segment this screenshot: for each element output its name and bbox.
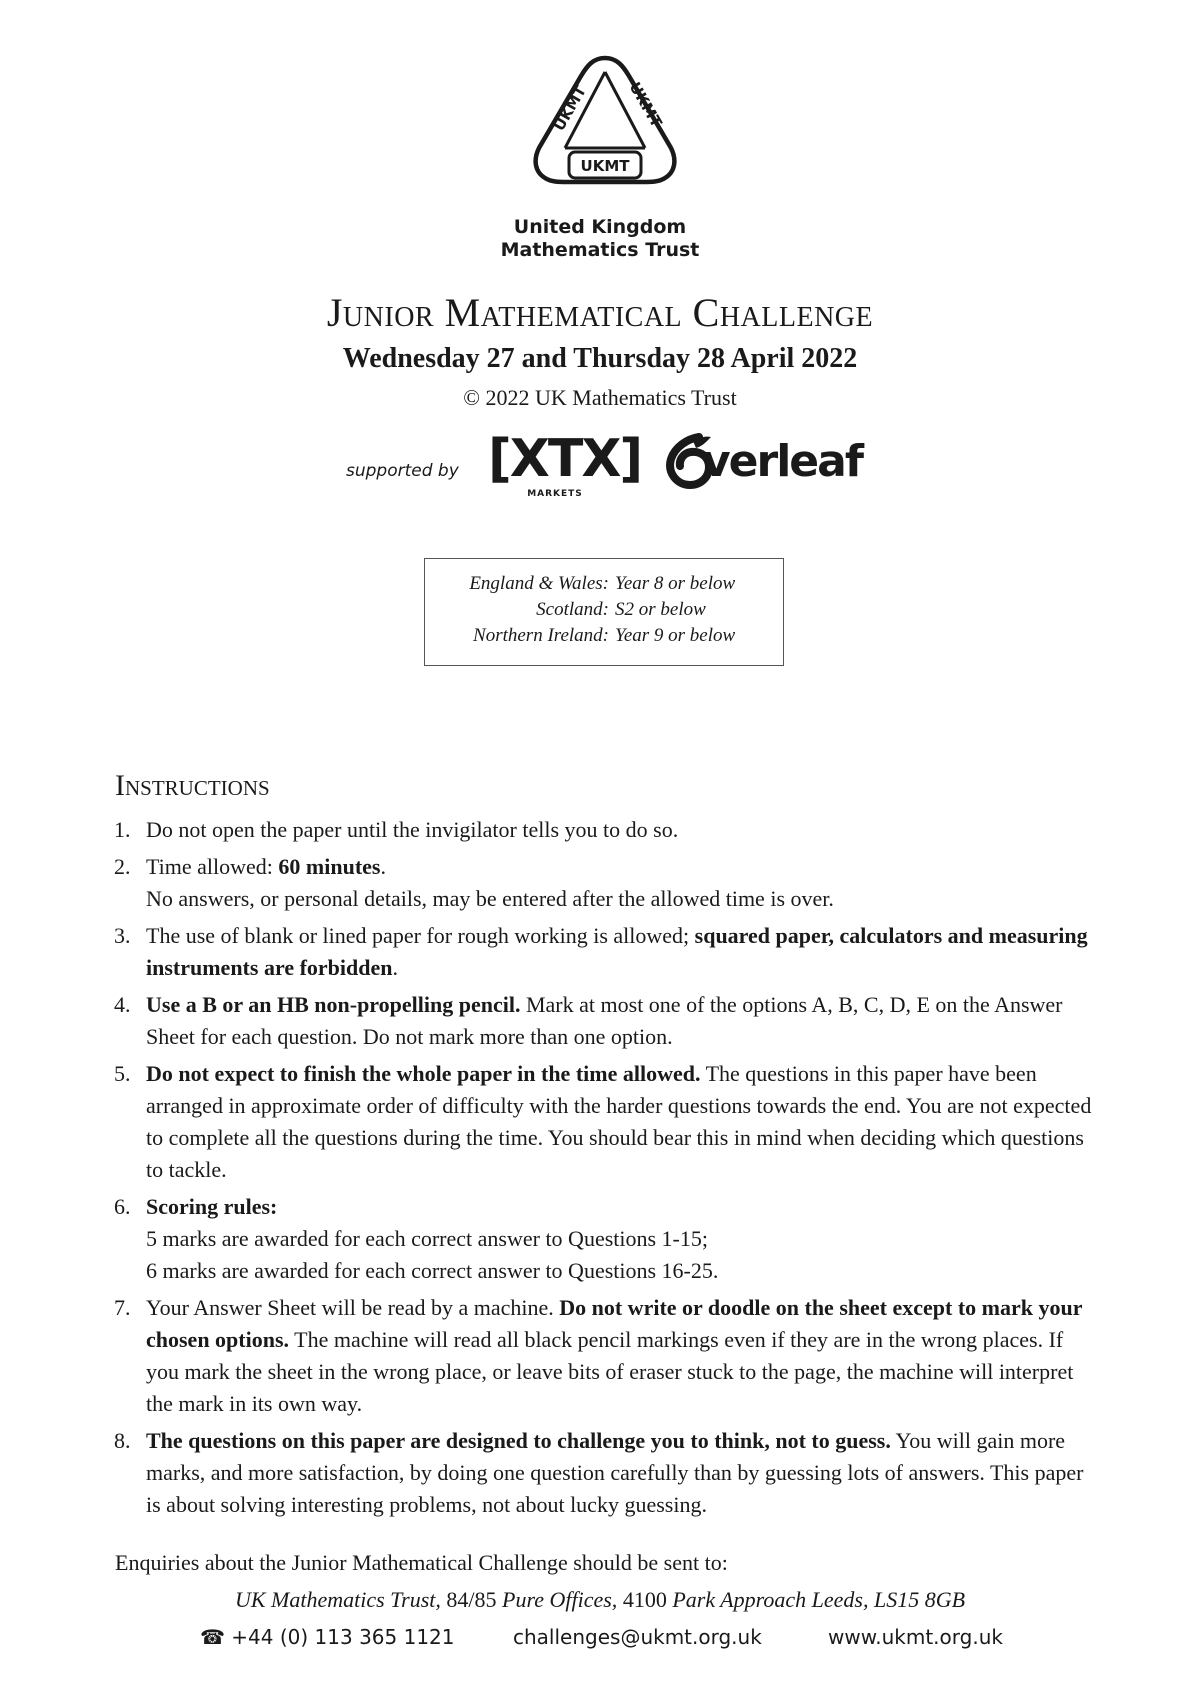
instruction-text: .: [392, 955, 398, 980]
instruction-item: [114, 1425, 1096, 1521]
instruction-number: 4.: [114, 992, 131, 1017]
address-part: Pure Offices,: [502, 1587, 618, 1612]
eligibility-rule: Year 9 or below: [615, 625, 736, 646]
ukmt-logo-graphic: [525, 52, 685, 202]
instruction-emphasis: 60 minutes: [278, 854, 381, 879]
instruction-text: Your Answer Sheet will be read by a machine.: [146, 1295, 560, 1320]
sponsors-row: [340, 425, 880, 505]
overleaf-logo-text: verleaf: [702, 436, 862, 487]
instruction-number: 7.: [114, 1295, 131, 1320]
instruction-number: 1.: [114, 817, 131, 842]
instructions-heading: Instructions: [115, 769, 270, 802]
enquiries-line: Enquiries about the Junior Mathematical Challenge should be sent to:: [115, 1550, 728, 1575]
org-name-line2: Mathematics Trust: [500, 239, 700, 261]
instruction-item: [114, 920, 1096, 984]
instruction-number: 6.: [114, 1194, 131, 1219]
logo-bottom-text: UKMT: [580, 157, 630, 175]
eligibility-region: Northern Ireland:: [473, 625, 609, 646]
eligibility-rule: S2 or below: [615, 599, 706, 620]
instruction-item: [114, 814, 1096, 846]
instruction-emphasis: Do not expect to finish the whole paper in the time allowed.: [146, 1061, 701, 1086]
instruction-text: 6 marks are awarded for each correct answer to Questions 16-25.: [146, 1258, 719, 1283]
instruction-item: [114, 989, 1096, 1053]
instruction-number: 2.: [114, 854, 131, 879]
instruction-text: The use of blank or lined paper for rough working is allowed;: [146, 923, 695, 948]
email-address: challenges@ukmt.org.uk: [513, 1625, 762, 1649]
supported-by-label: supported by: [346, 461, 459, 481]
instruction-emphasis: Do not write or doodle on the sheet except to mark your chosen options.: [146, 1295, 1083, 1352]
xtx-logo-text: [XTX]: [488, 429, 642, 489]
instruction-text: Do not open the paper until the invigilator tells you to do so.: [146, 817, 679, 842]
instruction-number: 5.: [114, 1061, 131, 1086]
ukmt-logo: [525, 52, 685, 202]
instruction-emphasis: squared paper, calculators and measuring instruments are forbidden: [146, 923, 1088, 980]
address-part: 4100: [622, 1587, 667, 1612]
instruction-item: [114, 851, 1096, 915]
organisation-name: [0, 216, 1200, 262]
address-part: UK Mathematics Trust,: [234, 1587, 441, 1612]
eligibility-row: [425, 571, 783, 597]
copyright-line: © 2022 UK Mathematics Trust: [463, 385, 737, 410]
address-part: 84/85: [446, 1587, 497, 1612]
phone-number: +44 (0) 113 365 1121: [231, 1625, 455, 1649]
logo-left-text: UKMT: [549, 82, 590, 134]
exam-date: Wednesday 27 and Thursday 28 April 2022: [342, 343, 858, 374]
instruction-text: You will gain more marks, and more satisfaction, by doing one question carefully than by guessing lots of answers. This paper is about solving interesting problems, not about lucky guessing.: [146, 1428, 1084, 1517]
eligibility-row: [425, 623, 783, 649]
instruction-emphasis: Scoring rules:: [146, 1194, 278, 1219]
eligibility-rule: Year 8 or below: [615, 573, 736, 594]
instruction-number: 3.: [114, 923, 131, 948]
instruction-text: No answers, or personal details, may be entered after the allowed time is over.: [146, 886, 834, 911]
eligibility-region: England & Wales:: [469, 573, 609, 594]
phone-contact: [200, 1622, 455, 1652]
postal-address: [0, 1585, 1200, 1615]
logo-right-text: UKMT: [625, 79, 666, 131]
instruction-item: [114, 1191, 1096, 1287]
address-part: Park Approach Leeds,: [672, 1587, 869, 1612]
instruction-text: .: [380, 854, 386, 879]
eligibility-box: [424, 558, 784, 666]
instruction-text: Mark at most one of the options A, B, C, D, E on the Answer Sheet for each question. Do not mark more than one option.: [146, 992, 1063, 1049]
instruction-emphasis: The questions on this paper are designed to challenge you to think, not to guess.: [146, 1428, 891, 1453]
instruction-text: The machine will read all black pencil markings even if they are in the wrong places. If you mark the sheet in the wrong place, or leave bits of eraser stuck to the page, the machine will interpret the mark in its own way.: [146, 1327, 1074, 1416]
eligibility-row: [425, 597, 783, 623]
instruction-text: The questions in this paper have been arranged in approximate order of difficulty with the harder questions towards the end. You are not expected to complete all the questions during the time. You should bear this in mind when deciding which questions to tackle.: [146, 1061, 1092, 1182]
page-title: Junior Mathematical Challenge: [326, 290, 874, 335]
instruction-item: [114, 1058, 1096, 1186]
address-part: LS15 8GB: [873, 1587, 966, 1612]
website-url: www.ukmt.org.uk: [828, 1625, 1003, 1649]
instruction-item: [114, 1292, 1096, 1420]
phone-icon: ☎: [200, 1625, 225, 1649]
instructions-list: [114, 814, 1096, 1526]
instruction-emphasis: Use a B or an HB non-propelling pencil.: [146, 992, 521, 1017]
instruction-number: 8.: [114, 1428, 131, 1453]
xtx-logo-subtext: MARKETS: [527, 489, 583, 499]
org-name-line1: United Kingdom: [513, 216, 687, 238]
instruction-text: 5 marks are awarded for each correct answer to Questions 1-15;: [146, 1226, 708, 1251]
instruction-text: Time allowed:: [146, 854, 279, 879]
xtx-markets-logo: [484, 427, 642, 503]
eligibility-region: Scotland:: [536, 599, 609, 620]
